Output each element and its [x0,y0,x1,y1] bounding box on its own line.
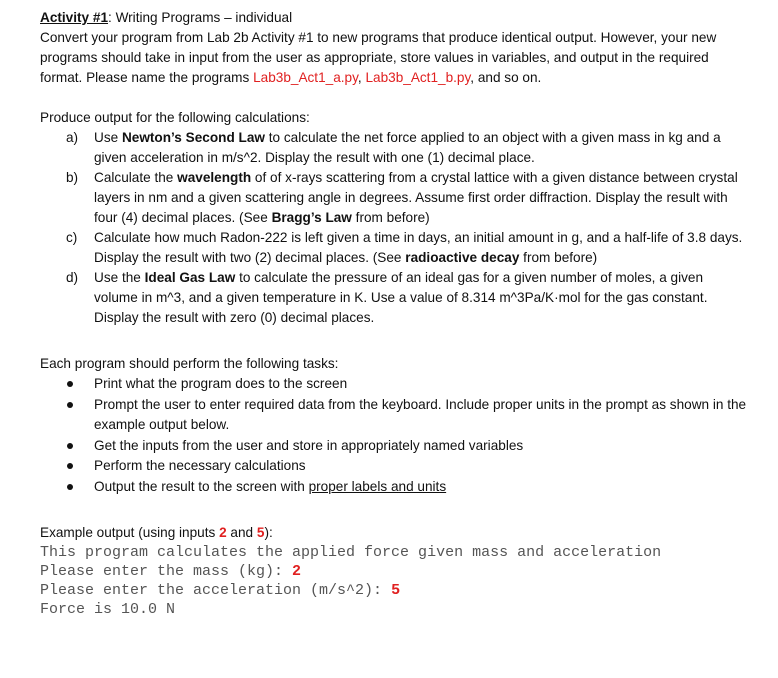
task-text: Output the result to the screen with [94,478,309,494]
bullet-icon [67,443,73,449]
task-underlined-text: proper labels and units [308,478,447,494]
intro-paragraph [40,28,750,88]
calc-item-d [40,268,750,328]
example-output-line-1: This program calculates the applied force given mass and acceleration [40,544,662,561]
calc-bold-term: radioactive decay [405,250,520,265]
task-item [40,436,750,457]
filename-separator: , [357,70,366,85]
task-text: Get the inputs from the user and store in appropriately named variables [94,437,524,453]
calc-marker: b) [66,170,79,185]
example-input-2: 5 [256,525,265,540]
calc-text: Use the [94,270,145,285]
intro-text: Convert your program from Lab 2b Activity #1 to new programs that produce identical output. However, your new programs should take in input from the user as appropriate, store values in variables, and output in the required format. Please name the programs [40,30,717,85]
task-item [40,456,750,477]
example-input-1: 2 [219,525,227,540]
task-item [40,395,750,436]
calc-text: of of x-rays scattering from a crystal lattice with a given distance between crystal layers in nm and a given scattering angle in degrees. Assume first order diffraction. Display the result with four (4) decimal places. (See [94,170,738,225]
calc-text: Calculate how much Radon-222 is left given a time in days, an initial amount in g, and a half-life of 3.8 days. Display the result with two (2) decimal places. (See [94,230,743,265]
calc-text: from before) [351,210,430,225]
example-text: ): [264,525,273,540]
filename-a: Lab3b_Act1_a.py [253,70,358,85]
filename-b: Lab3b_Act1_b.py [365,70,471,85]
bullet-icon [67,402,73,408]
prompt-text: Please enter the mass (kg): [40,563,293,580]
task-text: Print what the program does to the screen [94,376,348,391]
calc-text: Calculate the [94,170,178,185]
calculations-heading: Produce output for the following calculations: [40,110,310,125]
tasks-list [40,374,750,497]
example-output-line-4: Force is 10.0 N [40,601,176,618]
example-text: and [226,525,257,540]
document [40,8,750,619]
calc-bold-term: wavelength [177,170,252,185]
user-input: 5 [391,582,401,599]
calc-text: from before) [519,250,598,265]
calc-marker: d) [66,270,79,285]
tasks-heading: Each program should perform the following tasks: [40,356,339,371]
bullet-icon [67,381,73,387]
calc-marker: c) [66,230,78,245]
activity-label: Activity #1 [40,10,109,25]
task-text: Perform the necessary calculations [94,458,306,473]
intro-tail: , and so on. [470,70,542,85]
activity-title [40,8,750,28]
bullet-icon [67,484,73,490]
calc-item-a [40,128,750,168]
user-input: 2 [292,563,302,580]
calc-bold-term: Newton’s Second Law [121,130,265,145]
calc-item-c [40,228,750,268]
calc-text: Use [94,130,122,145]
task-text: Prompt the user to enter required data from the keyboard. Include proper units in the prompt as shown in the example output below. [94,396,747,432]
activity-subtitle: : Writing Programs – individual [108,10,293,25]
task-item [40,374,750,395]
calc-text: to calculate the pressure of an ideal gas for a given number of moles, a given volume in m^3, and a given temperature in K. Use a value of 8.314 m^3Pa/K·mol for the gas constant. Display the result with zero (0) decimal places. [94,270,708,325]
calc-bold-term: Bragg’s Law [271,210,352,225]
example-heading [40,523,750,543]
calculations-list [40,128,750,328]
calc-item-b [40,168,750,228]
calc-marker: a) [66,130,79,145]
prompt-text: Please enter the acceleration (m/s^2): [40,582,392,599]
example-output-line-3 [40,581,750,600]
example-text: Example output (using inputs [40,525,220,540]
task-item [40,477,750,498]
bullet-icon [67,463,73,469]
example-output-line-2 [40,562,750,581]
calc-text: to calculate the net force applied to an object with a given mass in kg and a given acceleration in m/s^2. Display the result with one (1) decimal place. [94,130,721,165]
calc-bold-term: Ideal Gas Law [144,270,236,285]
